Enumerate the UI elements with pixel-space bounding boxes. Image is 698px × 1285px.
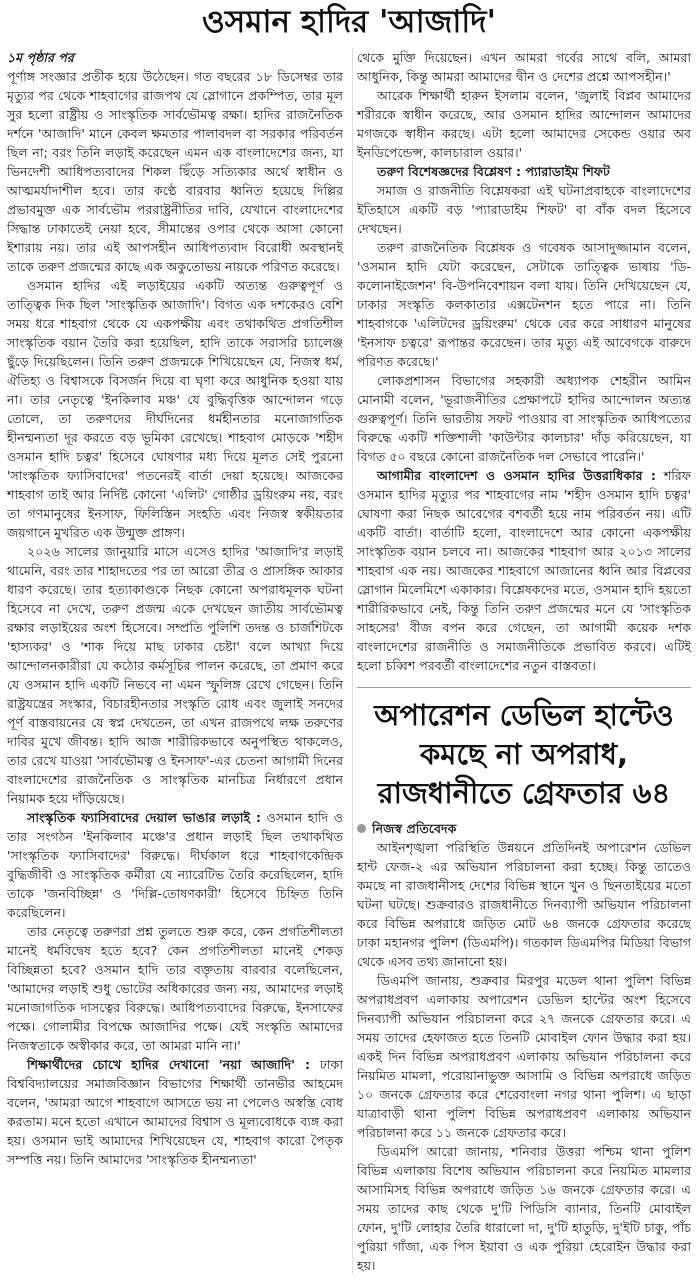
article-separator: [357, 687, 691, 688]
paragraph: ওসমান হাদির এই লড়াইয়ের একটি অত্যন্ত গুরুত্বপূর্ণ ও তাত্ত্বিক দিক ছিল 'সাংস্কৃতিক আজাদি'। বিগত এক দশকেরও বেশি সময় ধরে শাহবাগ থেকে যে একপক্ষীয় এবং তথাকথিত প্রগতিশীল সাংস্কৃতিক বয়ান তৈরি করা হয়েছিল, হাদি তাকে সরাসরি চ্যালেঞ্জ ছুঁড়ে দিয়েছিলেন। তিনি তরুণ প্রজন্মকে শিখিয়েছেন যে, নিজস্ব ধর্ম, ঐতিহ্য ও বিশ্বাসকে বিসর্জন দিয়ে বা ঘৃণা করে আধুনিক হওয়া যায় না। তার নেতৃত্বে 'ইনকিলাব মঞ্চ' যে বুদ্ধিবৃত্তিক আন্দোলন গড়ে তোলে, তা তরুণদের দীর্ঘদিনের ধর্মহীনতার মনোজাগতিক হীনম্মন্যতা দূর করতে বড় ভূমিকা রেখেছে। শাহবাগ মোড়কে 'শহীদ ওসমান হাদি চত্বর' হিসেবে ঘোষণার মধ্য দিয়ে মূলত সেই পুরনো 'সাংস্কৃতিক ফ্যাসিবাদের' পতনেরই বার্তা দেয়া হয়েছে। আজকের শাহবাগ তাই আর নির্দিষ্ট কোনো 'এলিট' গোষ্ঠীর ড্রয়িংরুম নয়, বরং তা গণমানুষের ইনসাফ, ফিলিস্তিন সংহতি এবং নিজস্ব স্বকীয়তার জয়গানে মুখরিত এক উন্মুক্ত প্রাঙ্গণ।: [7, 277, 343, 540]
left-column: [7, 48, 348, 1169]
paragraph-text: ঢাকা বিশ্ববিদ্যালয়ের সমাজবিজ্ঞান বিভাগের শিক্ষার্থী তানভীর আহমেদ বলেন, 'আমরা আগে শাহবাগে আসতে ভয় না পেলেও অস্বস্তি বোধ করতাম। মনে হতো এখানে আমাদের বিশ্বাস ও মূল্যবোধকে ব্যঙ্গ করা হয়। ওসমান ভাই আমাদের শিখিয়েছেন যে, শাহবাগ কারো পৈতৃক সম্পত্তি নয়। তিনি আমাদের 'সাংস্কৃতিক হীনম্মন্যতা': [7, 1056, 343, 1167]
paragraph-text: শরিফ ওসমান হাদির মৃত্যুর পর শাহবাগের নাম 'শহীদ ওসমান হাদি চত্বর' ঘোষণা করা নিছক আবেগের বশবর্তী হয়ে নাম পরিবর্তন নয়। এটি একটি বার্তা। বার্তাটি হলো, বাংলাদেশে আর কোনো একপক্ষীয় সাংস্কৃতিক বয়ান চলবে না। আজকের শাহবাগ আর ২০১৩ সালের শাহবাগ এক নয়। আজকের শাহবাগে আজানের ধ্বনি আর বিপ্লবের স্লোগান মিলেমিশে একাকার। বিশ্লেষকদের মতে, ওসমান হাদি হয়তো শারীরিকভাবে নেই, কিন্তু তিনি তরুণ প্রজন্মের মনে যে 'সাংস্কৃতিক সাহসের' বীজ বপন করে গেছেন, তা আগামী কয়েক দশক বাংলাদেশের রাজনীতি ও সমাজনীতিকে প্রভাবিত করবে। এটিই হলো চব্বিশ পরবর্তী বাংলাদেশের নতুন বাস্তবতা।: [357, 467, 692, 673]
bullet-icon: [357, 824, 366, 833]
main-headline: ওসমান হাদির 'আজাদি': [201, 4, 497, 40]
paragraph: ২০২৬ সালের জানুয়ারি মাসে এসেও হাদির 'আজাদি'র লড়াই থামেনি, বরং তার শাহাদতের পর তা আরো তীব্র ও প্রাসঙ্গিক আকার ধারণ করেছে। তার হত্যাকাণ্ডকে নিছক কোনো অপরাধমূলক ঘটনা হিসেবে না দেখে, তরুণ প্রজন্ম একে দেখছেন জাতীয় সার্বভৌমত্ব রক্ষার লড়াইয়ের অংশ হিসেবে। সম্প্রতি পুলিশি তদন্ত ও চার্জশিটকে 'হাস্যকর' ও 'শাক দিয়ে মাছ ঢাকার চেষ্টা' বলে আখ্যা দিয়ে আন্দোলনকারীরা যে কঠোর কর্মসূচির পালন করেছে, তা প্রমাণ করে যে ওসমান হাদি একটি নিভবে না এমন স্ফুলিঙ্গ রেখে গেছেন। তিনি রাষ্ট্রযন্ত্রের সংস্কার, বিচারহীনতার সংস্কৃতি রোধ এবং জুলাই সনদের পূর্ণ বাস্তবায়নের যে স্বপ্ন দেখতেন, তা এখন রাজপথে লক্ষ তরুণের দাবির মুখে জীবন্ত। হাদি আজ শারীরিকভাবে অনুপস্থিত থাকলেও, তার রেখে যাওয়া 'সার্বভৌমত্ব ও ইনসাফ'-এর চেতনা আগামী দিনের বাংলাদেশের রাজনৈতিক ও সাংস্কৃতিক মানচিত্র নির্ধারণে প্রধান নিয়ামক হয়ে দাঁড়িয়েছে।: [7, 543, 343, 806]
paragraph: তার নেতৃত্বে তরুণরা প্রশ্ন তুলতে শুরু করে, কেন প্রগতিশীলতা মানেই ধর্মবিদ্বেষ হতে হবে? কেন প্রগতিশীলতা মানেই শেকড় বিচ্ছিন্নতা হবে? ওসমান হাদি তার বক্তৃতায় বারবার বলেছিলেন, 'আমাদের লড়াই শুধু ভোটের অধিকারের জন্য নয়, আমাদের লড়াই মনোজাগতিক দাসত্বের বিরুদ্ধে। আধিপত্যবাদের বিরুদ্ধে, ইনসাফের পক্ষে। গোলামীর বিপক্ষে আজাদির পক্ষে। যেই সংস্কৃতি আমাদের নিজস্বতাকে অস্বীকার করে, তা আমরা মানি না।': [7, 923, 343, 1053]
subhead: তরুণ বিশেষজ্ঞদের বিশ্লেষণ : প্যারাডাইম শিফট: [377, 163, 610, 179]
columns: [7, 48, 691, 1275]
paragraph-text: ওসমান হাদি ও তার সংগঠন 'ইনকিলাব মঞ্চে'র প্রধান লড়াই ছিল তথাকথিত 'সাংস্কৃতিক ফ্যাসিবাদের' বিরুদ্ধে। দীর্ঘকাল ধরে শাহবাগকেন্দ্রিক বুদ্ধিজীবী ও সাংস্কৃতিক কর্মীরা যে ন্যারেটিভ তৈরি করেছিলেন, হাদি তাকে 'জনবিচ্ছিন্ন' ও 'দিল্লি-তোষণকারী' হিসেবে চিহ্নিত তিনি করেছিলেন।: [7, 809, 343, 920]
paragraph: [7, 1055, 343, 1169]
paragraph: সমাজ ও রাজনীতি বিশ্লেষকরা এই ঘটনাপ্রবাহকে বাংলাদেশের ইতিহাসে একটি বড় 'প্যারাডাইম শিফট' বা বাঁক বদল হিসেবে দেখছেন।: [357, 182, 692, 236]
paragraph: ডিএমপি আরো জানায়, শনিবার উত্তরা পশ্চিম থানা পুলিশ বিভিন্ন এলাকায় বিশেষ অভিযান পরিচালনা করে নিয়মিত মামলার আসামিসহ বিভিন্ন অপরাধে জড়িত ১৬ জনকে গ্রেফতার করে। এ সময় তাদের কাছ থেকে দু'টি পিডিসি ব্যানার, তিনটি মোবাইল ফোন, দু'টি লোহার তৈরি ধারালো দা, দু'টি হাতুড়ি, দু'ইটি চাকু, পাঁচ পুরিয়া গাঁজা, এক পিস ইয়াবা ও এক পুরিয়া হেরোইন উদ্ধার করা হয়।: [357, 1144, 692, 1274]
byline-text: নিজস্ব প্রতিবেদক: [372, 821, 457, 837]
paragraph: ডিএমপি জানায়, শুক্রবার মিরপুর মডেল থানা পুলিশ বিভিন্ন অপরাধপ্রবণ এলাকায় অপারেশন ডেভিল হান্টের অংশ হিসেবে দিনব্যাপী অভিযান পরিচালনা করে ২৭ জনকে গ্রেফতার করে। এ সময় তাদের হেফাজত হতে তিনটি মোবাইল ফোন উদ্ধার করা হয়। একই দিন বিভিন্ন অপরাধপ্রবণ এলাকায় অভিযান পরিচালনা করে নিয়মিত মামলা, পরোয়ানাভুক্ত আসামি ও বিভিন্ন অপরাধে জড়িত ১০ জনকে গ্রেফতার করে শেরেবাংলা নগর থানা পুলিশ। এ ছাড়া যাত্রাবাড়ী থানা পুলিশ বিভিন্ন অপরাধপ্রবণ এলাকায় অভিযান পরিচালনা করে ১১ জনকে গ্রেফতার করে।: [357, 973, 692, 1141]
paragraph: পূর্ণাঙ্গ সংজ্ঞার প্রতীক হয়ে উঠেছেন। গত বছরের ১৮ ডিসেম্বর তার মৃত্যুর পর থেকে শাহবাগের রাজপথ যে স্লোগানে প্রকম্পিত, তার মূল সুর হলো রাষ্ট্রীয় ও সাংস্কৃতিক সার্বভৌমত্ব রক্ষা। হাদির রাজনৈতিক দর্শনে 'আজাদি' মানে কেবল ক্ষমতার পালাবদল বা সরকার পরিবর্তন ছিল না; বরং তিনি লড়াই করেছেন এমন এক বাংলাদেশের জন্য, যা ভিনদেশী আধিপত্যবাদের শিকল ছিঁড়ে সত্যিকার অর্থে স্বাধীন ও আত্মমর্যাদাশীল হবে। তার কণ্ঠে বারবার ধ্বনিত হয়েছে দিল্লির প্রভাবমুক্ত এক সার্বভৌম পররাষ্ট্রনীতির দাবি, যেখানে বাংলাদেশের সিদ্ধান্ত ঢাকাতেই নেয়া হবে, সীমান্তের ওপার থেকে আসা কোনো ইশারায় নয়। তার এই আপসহীন আধিপত্যবাদ বিরোধী অবস্থানই তাকে তরুণ প্রজন্মের কাছে এক অকুতোভয় নায়কে পরিণত করেছে।: [7, 68, 343, 274]
column-divider: [352, 48, 353, 1275]
paragraph: আইনশৃঙ্খলা পরিস্থিতি উন্নয়নে প্রতিদিনই অপারেশন ডেভিল হান্ট ফেজ-২ এর অভিযান পরিচালনা করা হচ্ছে। কিন্তু তাতেও কমছে না রাজধানীসহ দেশের বিভিন্ন স্থানে খুন ও ছিনতাইয়ের মতো ঘটনা ঘটছে। শুক্রবারও রাজধানীতে দিনব্যাপী অভিযান পরিচালনা করে বিভিন্ন অপরাধে জড়িত মোট ৬৪ জনকে গ্রেফতার করেছে ঢাকা মহানগর পুলিশ (ডিএমপি)। গতকাল ডিএমপির মিডিয়া বিভাগ থেকে এসব তথ্য জানানো হয়।: [357, 840, 692, 970]
subhead-lead: সাংস্কৃতিক ফ্যাসিবাদের দেয়াল ভাঙার লড়াই :: [27, 809, 262, 825]
paragraph: থেকে মুক্তি দিয়েছেন। এখন আমরা গর্বের সাথে বলি, আমরা আধুনিক, কিন্তু আমরা আমাদের দ্বীন ও দেশের প্রশ্নে আপসহীন।': [357, 49, 692, 84]
byline: [357, 819, 691, 838]
paragraph: লোকপ্রশাসন বিভাগের সহকারী অধ্যাপক শেহরীন আমিন মোনামী বলেন, 'ভূরাজনীতির প্রেক্ষাপটে হাদির আন্দোলন অত্যন্ত গুরুত্বপূর্ণ। তিনি ভারতীয় সফট পাওয়ার বা সাংস্কৃতিক আধিপত্যের বিরুদ্ধে একটি শক্তিশালী 'কাউন্টার কালচার' দাঁড় করিয়েছেন, যা বিগত ৫০ বছরে কোনো রাজনৈতিক দল সেভাবে পারেনি।': [357, 372, 692, 464]
subhead-lead: আগামীর বাংলাদেশ ও ওসমান হাদির উত্তরাধিকার :: [377, 467, 656, 483]
paragraph: তরুণ রাজনৈতিক বিশ্লেষক ও গবেষক আসাদুজ্জামান বলেন, 'ওসমান হাদি যেটা করেছেন, সেটাকে তাত্ত্বিক ভাষায় 'ডি-কলোনাইজেশন' বি-উপনিবেশায়ন বলা যায়। তিনি দেখিয়েছেন যে, ঢাকার সংস্কৃতি কলকাতার এক্সটেনশন হতে পারে না। তিনি শাহবাগকে 'এলিটদের ড্রয়িংরুম' থেকে বের করে সাধারণ মানুষের 'ইনসাফ চত্বরে' রূপান্তর করেছেন। তার মৃত্যু এই আবেগকে বারুদে পরিণত করেছে।': [357, 239, 692, 369]
paragraph: আরেক শিক্ষার্থী হারুন ইসলাম বলেন, 'জুলাই বিপ্লব আমাদের শরীরকে স্বাধীন করেছে, আর ওসমান হাদির আন্দোলন আমাদের মগজকে স্বাধীন করছে। এটা হলো আমাদের সেকেন্ড ওয়ার অব ইনডিপেন্ডেন্স, কালচারাল ওয়ার।': [357, 87, 692, 160]
subhead-lead: শিক্ষার্থীদের চোখে হাদির দেখানো 'নয়া আজাদি' :: [27, 1056, 311, 1072]
continuation-label: ১ম পৃষ্ঠার পর: [7, 49, 74, 65]
paragraph: [7, 808, 343, 922]
second-article-headline: অপারেশন ডেভিল হান্টেও কমছে না অপরাধ, রাজধানীতে গ্রেফতার ৬৪: [374, 697, 674, 811]
right-column: [357, 48, 691, 1275]
paragraph: [357, 466, 691, 675]
